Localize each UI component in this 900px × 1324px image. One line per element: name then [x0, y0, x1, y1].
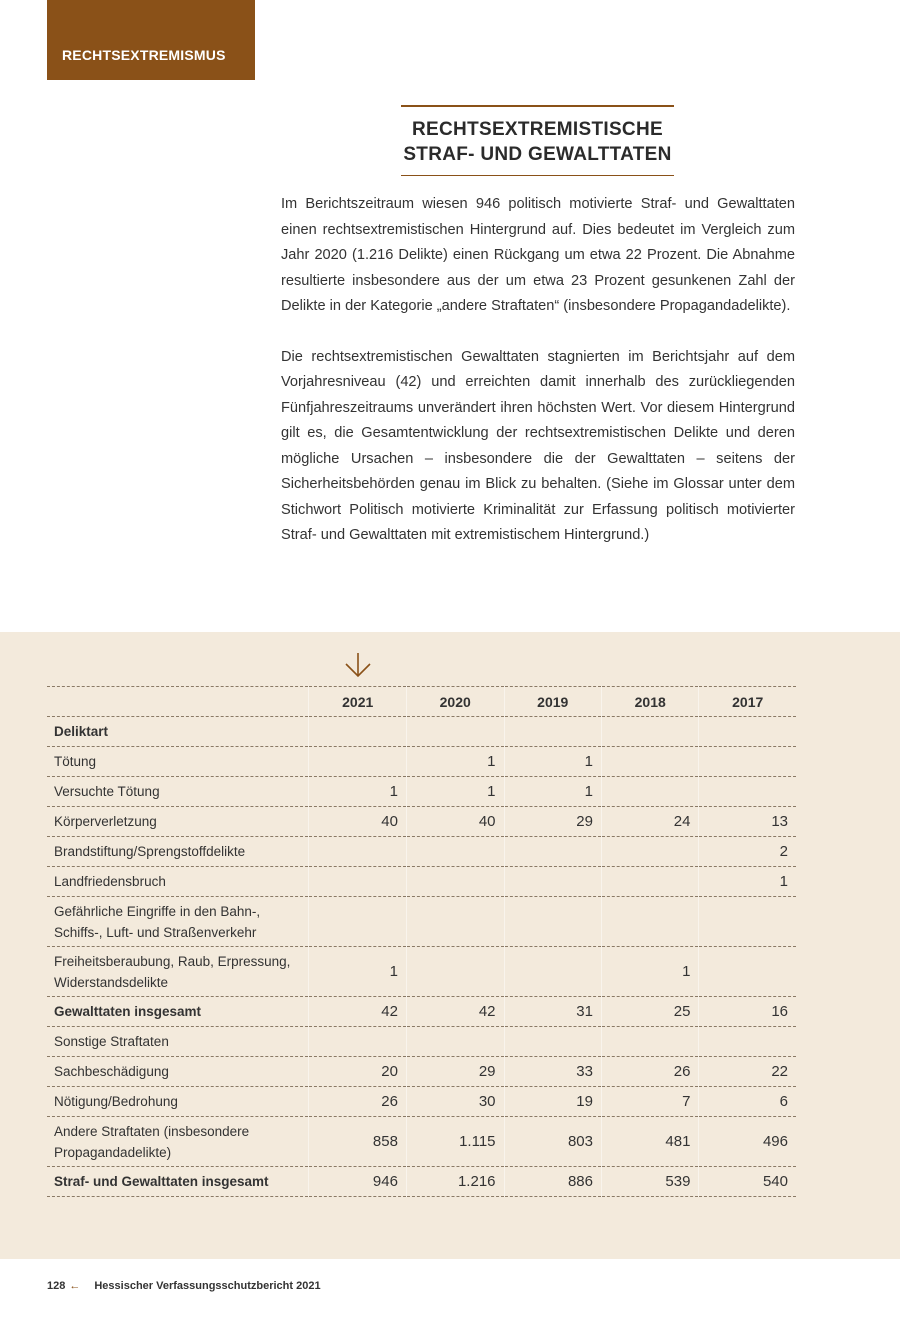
value-cell: [699, 777, 796, 807]
value-cell: 31: [504, 997, 601, 1027]
value-cell: 19: [504, 1087, 601, 1117]
table-row: [47, 747, 796, 777]
value-cell: 42: [309, 997, 406, 1027]
table-row: [47, 1087, 796, 1117]
value-cell: 20: [309, 1057, 406, 1087]
value-cell: 1.216: [406, 1167, 504, 1197]
row-label: Gefährliche Eingriffe in den Bahn-, Schiffs-, Luft- und Straßenverkehr: [47, 897, 309, 947]
value-cell: 1: [601, 947, 698, 997]
row-label: Landfriedensbruch: [47, 867, 309, 897]
value-cell: 1: [504, 777, 601, 807]
row-label: Körperverletzung: [47, 807, 309, 837]
value-cell: [699, 747, 796, 777]
value-cell: [601, 837, 698, 867]
section-tab: RECHTSEXTREMISMUS: [47, 0, 255, 80]
value-cell: [601, 1027, 698, 1057]
value-cell: 946: [309, 1167, 406, 1197]
value-cell: [406, 947, 504, 997]
value-cell: [601, 867, 698, 897]
table-row: [47, 807, 796, 837]
value-cell: 24: [601, 807, 698, 837]
year-header: 2017: [699, 687, 796, 717]
value-cell: 886: [504, 1167, 601, 1197]
value-cell: [504, 837, 601, 867]
value-cell: 13: [699, 807, 796, 837]
value-cell: [309, 1027, 406, 1057]
value-cell: [601, 777, 698, 807]
page-footer: [47, 1280, 321, 1292]
value-cell: 25: [601, 997, 698, 1027]
value-cell: 40: [406, 807, 504, 837]
value-cell: [406, 837, 504, 867]
value-cell: 6: [699, 1087, 796, 1117]
value-cell: [601, 897, 698, 947]
value-cell: 29: [406, 1057, 504, 1087]
value-cell: 1: [406, 747, 504, 777]
value-cell: [504, 867, 601, 897]
value-cell: [406, 1027, 504, 1057]
page-number: 128: [47, 1280, 66, 1292]
year-header: 2018: [601, 687, 698, 717]
left-arrow-icon: ←: [69, 1280, 81, 1292]
value-cell: 22: [699, 1057, 796, 1087]
value-cell: 481: [601, 1117, 698, 1167]
year-header: 2019: [504, 687, 601, 717]
row-label: Straf- und Gewalttaten insgesamt: [47, 1167, 309, 1197]
value-cell: 1.115: [406, 1117, 504, 1167]
header-empty-cell: [47, 687, 309, 717]
value-cell: [601, 747, 698, 777]
offense-statistics-table: [47, 686, 796, 1197]
value-cell: 1: [309, 947, 406, 997]
value-cell: [601, 717, 698, 747]
row-label: Gewalttaten insgesamt: [47, 997, 309, 1027]
down-arrow-icon: [343, 651, 373, 679]
value-cell: 496: [699, 1117, 796, 1167]
table-row: [47, 867, 796, 897]
value-cell: 33: [504, 1057, 601, 1087]
table-row: [47, 1117, 796, 1167]
page-title-line-1: RECHTSEXTREMISTISCHE: [412, 119, 663, 140]
year-header: 2020: [406, 687, 504, 717]
value-cell: 803: [504, 1117, 601, 1167]
row-label: Deliktart: [47, 717, 309, 747]
value-cell: [309, 897, 406, 947]
table-row: [47, 777, 796, 807]
value-cell: 2: [699, 837, 796, 867]
row-label: Sonstige Straftaten: [47, 1027, 309, 1057]
value-cell: [504, 717, 601, 747]
value-cell: 858: [309, 1117, 406, 1167]
value-cell: 540: [699, 1167, 796, 1197]
table-row: [47, 717, 796, 747]
value-cell: 1: [309, 777, 406, 807]
table-row: [47, 1167, 796, 1197]
publication-title: Hessischer Verfassungsschutzbericht 2021: [94, 1280, 321, 1292]
table-row: [47, 947, 796, 997]
value-cell: [504, 947, 601, 997]
table-row: [47, 997, 796, 1027]
value-cell: 7: [601, 1087, 698, 1117]
year-header: 2021: [309, 687, 406, 717]
value-cell: [406, 717, 504, 747]
value-cell: 16: [699, 997, 796, 1027]
value-cell: 42: [406, 997, 504, 1027]
table-body: [47, 717, 796, 1197]
paragraph: Im Berichtszeitraum wiesen 946 politisch motivierte Straf- und Gewalttaten einen rechtsextremistischen Hintergrund auf. Dies bedeutet im Vergleich zum Jahr 2020 (1.216 Delikte) einen Rückgang um etwa 22 Prozent. Die Abnahme resultierte insbesondere aus der um etwa 23 Prozent gesunkenen Zahl der Delikte in der Kategorie „andere Straftaten“ (insbesondere Propagandadelikte).: [281, 196, 795, 314]
value-cell: 40: [309, 807, 406, 837]
page-title-line-2: STRAF- UND GEWALTTATEN: [403, 144, 672, 165]
value-cell: 26: [601, 1057, 698, 1087]
row-label: Freiheitsberaubung, Raub, Erpressung, Widerstandsdelikte: [47, 947, 309, 997]
value-cell: 539: [601, 1167, 698, 1197]
value-cell: [406, 897, 504, 947]
value-cell: 1: [406, 777, 504, 807]
table-row: [47, 837, 796, 867]
value-cell: [309, 747, 406, 777]
row-label: Andere Straftaten (insbesondere Propagandadelikte): [47, 1117, 309, 1167]
value-cell: 29: [504, 807, 601, 837]
body-text: [281, 192, 795, 574]
value-cell: [699, 717, 796, 747]
row-label: Sachbeschädigung: [47, 1057, 309, 1087]
value-cell: [504, 1027, 601, 1057]
table-header-row: [47, 687, 796, 717]
value-cell: 1: [504, 747, 601, 777]
row-label: Brandstiftung/Sprengstoffdelikte: [47, 837, 309, 867]
value-cell: [309, 867, 406, 897]
value-cell: [699, 947, 796, 997]
row-label: Nötigung/Bedrohung: [47, 1087, 309, 1117]
value-cell: [309, 837, 406, 867]
paragraph: Die rechtsextremistischen Gewalttaten stagnierten im Berichtsjahr auf dem Vorjahresniveau (42) und erreichten damit innerhalb des zurückliegenden Fünfjahreszeitraums unverändert ihren höchsten Wert. Vor diesem Hintergrund gilt es, die Gesamtentwicklung der rechtsextremistischen Delikte und deren mögliche Ursachen – insbesondere die der Gewalttaten – seitens der Sicherheitsbehörden genau im Blick zu behalten. (Siehe im Glossar unter dem Stichwort Politisch motivierte Kriminalität zur Erfassung politisch motivierter Straf- und Gewalttaten mit extremistischem Hintergrund.): [281, 348, 795, 543]
title-rule-bottom: [401, 175, 674, 176]
value-cell: [699, 1027, 796, 1057]
value-cell: [504, 897, 601, 947]
title-block: [385, 105, 690, 176]
table-row: [47, 1027, 796, 1057]
value-cell: [699, 897, 796, 947]
value-cell: 1: [699, 867, 796, 897]
value-cell: [309, 717, 406, 747]
row-label: Versuchte Tötung: [47, 777, 309, 807]
table-row: [47, 897, 796, 947]
value-cell: [406, 867, 504, 897]
row-label: Tötung: [47, 747, 309, 777]
value-cell: 26: [309, 1087, 406, 1117]
value-cell: 30: [406, 1087, 504, 1117]
table-row: [47, 1057, 796, 1087]
